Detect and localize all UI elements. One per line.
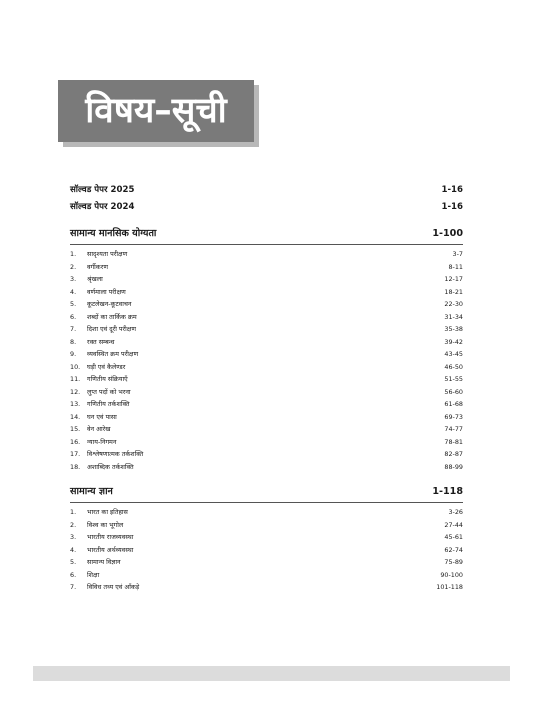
toc-item[interactable] — [70, 556, 463, 569]
item-pages: 22-30 — [444, 300, 463, 308]
toc-item[interactable] — [70, 373, 463, 386]
item-label: सादृश्यता परीक्षण — [87, 250, 128, 258]
toc-item[interactable] — [70, 336, 463, 349]
toc-item[interactable] — [70, 544, 463, 557]
item-pages: 3-26 — [448, 508, 463, 516]
item-number: 16. — [70, 437, 81, 446]
item-number: 5. — [70, 300, 77, 308]
toc-item[interactable] — [70, 448, 463, 461]
item-number: 1. — [70, 508, 77, 516]
item-label: भारतीय राजव्यवस्था — [87, 533, 134, 541]
item-number: 3. — [70, 533, 77, 541]
toc-item[interactable] — [70, 398, 463, 411]
item-label: गणितीय तर्कशक्ति — [87, 400, 130, 408]
item-label: सामान्य विज्ञान — [87, 558, 121, 566]
toc-item[interactable] — [70, 423, 463, 436]
item-pages: 78-81 — [444, 437, 463, 446]
item-label: श्रृंखला — [87, 275, 103, 283]
item-pages: 88-99 — [444, 462, 463, 471]
toc-item[interactable] — [70, 273, 463, 286]
item-label: दिशा एवं दूरी परीक्षण — [87, 325, 136, 333]
item-number: 3. — [70, 275, 77, 283]
item-pages: 90-100 — [440, 570, 463, 579]
item-pages: 62-74 — [444, 545, 463, 554]
item-pages: 46-50 — [444, 362, 463, 371]
item-label: वर्गीकरण — [87, 262, 108, 271]
item-pages: 35-38 — [444, 325, 463, 333]
toc-item[interactable] — [70, 348, 463, 361]
section-divider — [70, 244, 463, 245]
item-number: 11. — [70, 375, 81, 383]
item-number: 10. — [70, 362, 81, 371]
item-label: घन एवं पासा — [87, 412, 117, 421]
item-pages: 43-45 — [444, 350, 463, 358]
toc-item[interactable] — [70, 531, 463, 544]
solved-paper-row[interactable] — [70, 182, 463, 199]
item-label: वेन आरेख — [87, 425, 111, 433]
toc-item[interactable] — [70, 461, 463, 474]
section-heading[interactable] — [70, 225, 463, 242]
item-label: घड़ी एवं कैलेण्डर — [87, 362, 126, 371]
item-label: भारत का इतिहास — [87, 508, 128, 516]
item-label: भारतीय अर्थव्यवस्था — [87, 545, 134, 554]
toc-item[interactable] — [70, 248, 463, 261]
item-number: 15. — [70, 425, 81, 433]
item-number: 18. — [70, 462, 81, 471]
toc-item[interactable] — [70, 569, 463, 582]
toc-item[interactable] — [70, 361, 463, 374]
item-label: शिक्षा — [87, 570, 100, 579]
table-of-contents — [70, 182, 463, 594]
item-pages: 31-34 — [444, 312, 463, 321]
spacer — [70, 216, 463, 225]
item-number: 1. — [70, 250, 77, 258]
item-number: 2. — [70, 262, 77, 271]
toc-item[interactable] — [70, 506, 463, 519]
section-pages: 1-118 — [432, 486, 463, 497]
item-pages: 51-55 — [444, 375, 463, 383]
item-label: विश्व का भूगोल — [87, 520, 124, 529]
item-label: वर्णमाला परीक्षण — [87, 287, 126, 296]
toc-item[interactable] — [70, 411, 463, 424]
item-pages: 3-7 — [452, 250, 463, 258]
toc-item[interactable] — [70, 286, 463, 299]
toc-item[interactable] — [70, 436, 463, 449]
item-number: 14. — [70, 412, 81, 421]
item-number: 7. — [70, 583, 77, 591]
item-pages: 101-118 — [436, 583, 463, 591]
item-pages: 75-89 — [444, 558, 463, 566]
solved-paper-label: सॉल्वड पेपर 2025 — [70, 185, 135, 195]
solved-paper-pages: 1-16 — [441, 202, 463, 212]
item-number: 2. — [70, 520, 77, 529]
section-title: सामान्य ज्ञान — [70, 486, 113, 497]
toc-item[interactable] — [70, 323, 463, 336]
item-label: कूटलेखन-कूटवाचन — [87, 300, 132, 308]
item-label: विविध तथ्य एवं आँकड़े — [87, 583, 140, 591]
item-pages: 61-68 — [444, 400, 463, 408]
item-pages: 27-44 — [444, 520, 463, 529]
solved-paper-pages: 1-16 — [441, 185, 463, 195]
item-pages: 45-61 — [444, 533, 463, 541]
item-label: विश्लेषणात्मक तर्कशक्ति — [87, 450, 144, 458]
item-pages: 56-60 — [444, 387, 463, 396]
toc-item[interactable] — [70, 386, 463, 399]
item-label: व्यवस्थित क्रम परीक्षण — [87, 350, 139, 358]
section-heading[interactable] — [70, 483, 463, 500]
item-pages: 12-17 — [444, 275, 463, 283]
footer-bar — [33, 666, 510, 681]
section-title: सामान्य मानसिक योग्यता — [70, 228, 157, 239]
item-pages: 8-11 — [448, 262, 463, 271]
section-pages: 1-100 — [432, 228, 463, 239]
item-label: न्याय-निगमन — [87, 437, 117, 446]
item-number: 6. — [70, 570, 77, 579]
page-title: विषय–सूची — [58, 80, 254, 142]
spacer — [70, 473, 463, 483]
item-pages: 69-73 — [444, 412, 463, 421]
item-number: 17. — [70, 450, 81, 458]
item-number: 5. — [70, 558, 77, 566]
item-number: 6. — [70, 312, 77, 321]
item-number: 8. — [70, 337, 77, 346]
solved-paper-label: सॉल्वड पेपर 2024 — [70, 202, 135, 212]
item-number: 7. — [70, 325, 77, 333]
item-pages: 74-77 — [444, 425, 463, 433]
toc-item[interactable] — [70, 519, 463, 532]
solved-paper-row[interactable] — [70, 199, 463, 216]
item-pages: 82-87 — [444, 450, 463, 458]
item-label: लुप्त पदों को भरना — [87, 387, 131, 396]
item-number: 13. — [70, 400, 81, 408]
toc-item[interactable] — [70, 298, 463, 311]
toc-item[interactable] — [70, 581, 463, 594]
section-items — [70, 506, 463, 594]
item-label: गणितीय संक्रियाएँ — [87, 375, 128, 383]
item-label: रक्त सम्बन्ध — [87, 337, 115, 346]
item-number: 12. — [70, 387, 81, 396]
toc-item[interactable] — [70, 261, 463, 274]
section-items — [70, 248, 463, 473]
section-divider — [70, 502, 463, 503]
item-number: 4. — [70, 545, 77, 554]
item-pages: 39-42 — [444, 337, 463, 346]
item-number: 4. — [70, 287, 77, 296]
item-number: 9. — [70, 350, 77, 358]
item-label: अशाब्दिक तर्कशक्ति — [87, 462, 134, 471]
item-label: शब्दों का तार्किक क्रम — [87, 312, 137, 321]
item-pages: 18-21 — [444, 287, 463, 296]
toc-item[interactable] — [70, 311, 463, 324]
